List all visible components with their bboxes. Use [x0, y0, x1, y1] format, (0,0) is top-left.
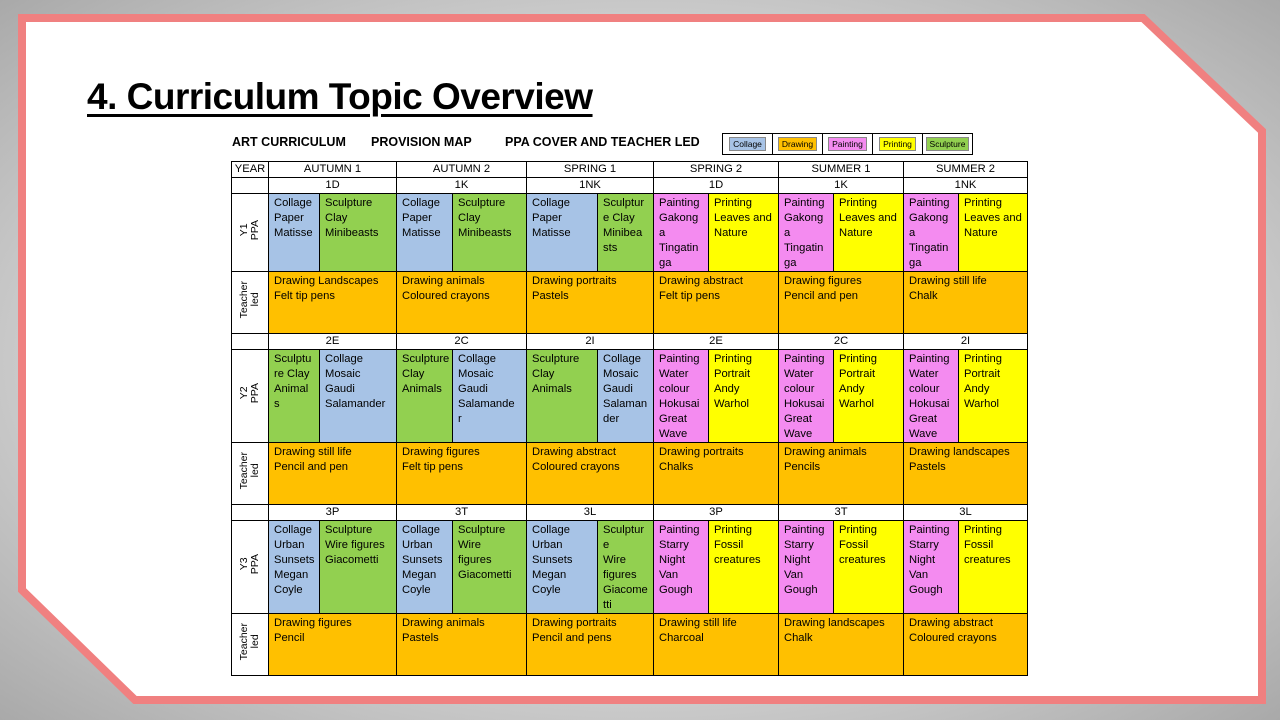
- topic-cell: Sculpture Wire figures Giacometti: [320, 521, 397, 614]
- row-label-y3-teacher: [232, 614, 269, 676]
- teacher-led-row: [232, 614, 1028, 676]
- topic-cell: Painting Starry Night Van Gough: [904, 521, 959, 614]
- row-label-text: Teacher led: [238, 452, 261, 490]
- blank-cell: [232, 505, 269, 521]
- drawing-cell: Drawing portraits Pencil and pens: [527, 614, 654, 676]
- topic-cell: Printing Fossil creatures: [709, 521, 779, 614]
- legend-painting: Painting: [828, 137, 867, 151]
- term-summer-1: SUMMER 1: [779, 162, 904, 178]
- topic-cell: Sculpture Clay Animals: [527, 350, 598, 443]
- topic-cell: Sculptu re Clay Animal s: [269, 350, 320, 443]
- topic-cell: Painting Water colour Hokusai Great Wave: [904, 350, 959, 443]
- slide-title: 4. Curriculum Topic Overview: [87, 76, 593, 117]
- header-art-curriculum: ART CURRICULUM: [232, 135, 346, 149]
- class-label: 3P: [654, 505, 779, 521]
- header-provision-map: PROVISION MAP: [371, 135, 472, 149]
- row-label-text: Teacher led: [238, 623, 261, 661]
- class-label: 1D: [269, 178, 397, 194]
- class-label: 1D: [654, 178, 779, 194]
- term-autumn-2: AUTUMN 2: [397, 162, 527, 178]
- topic-cell: Painting Gakong a Tingatin ga: [779, 194, 834, 272]
- term-spring-1: SPRING 1: [527, 162, 654, 178]
- class-label: 1NK: [527, 178, 654, 194]
- row-label-y2-ppa: [232, 350, 269, 443]
- row-label-y1-teacher: [232, 272, 269, 334]
- term-spring-2: SPRING 2: [654, 162, 779, 178]
- term-summer-2: SUMMER 2: [904, 162, 1028, 178]
- row-label-y2-teacher: [232, 443, 269, 505]
- blank-cell: [232, 334, 269, 350]
- drawing-cell: Drawing abstract Coloured crayons: [904, 614, 1028, 676]
- topic-cell: Sculpture Clay Minibeasts: [320, 194, 397, 272]
- legend-cell-collage: [723, 134, 773, 154]
- class-label: 2I: [527, 334, 654, 350]
- topic-cell: Collage Paper Matisse: [527, 194, 598, 272]
- teacher-led-row: [232, 272, 1028, 334]
- drawing-cell: Drawing animals Pencils: [779, 443, 904, 505]
- topic-cell: Sculptur e Wire figures Giacome tti: [598, 521, 654, 614]
- drawing-cell: Drawing still life Pencil and pen: [269, 443, 397, 505]
- drawing-cell: Drawing still life Charcoal: [654, 614, 779, 676]
- legend-drawing: Drawing: [778, 137, 817, 151]
- topic-cell: Painting Gakong a Tingatin ga: [904, 194, 959, 272]
- topic-cell: Printing Leaves and Nature: [959, 194, 1028, 272]
- topic-cell: Printing Leaves and Nature: [834, 194, 904, 272]
- class-row: [232, 334, 1028, 350]
- term-header-row: [232, 162, 1028, 178]
- header-ppa-cover: PPA COVER AND TEACHER LED: [505, 135, 700, 149]
- topic-cell: Sculptur e Clay Minibea sts: [598, 194, 654, 272]
- topic-cell: Printing Portrait Andy Warhol: [709, 350, 779, 443]
- drawing-cell: Drawing figures Felt tip pens: [397, 443, 527, 505]
- class-label: 2C: [397, 334, 527, 350]
- topic-cell: Collage Paper Matisse: [397, 194, 453, 272]
- row-label-y3-ppa: [232, 521, 269, 614]
- legend-cell-sculpture: [923, 134, 972, 154]
- drawing-cell: Drawing landscapes Pastels: [904, 443, 1028, 505]
- drawing-cell: Drawing portraits Pastels: [527, 272, 654, 334]
- topic-cell: Painting Starry Night Van Gough: [779, 521, 834, 614]
- drawing-cell: Drawing landscapes Chalk: [779, 614, 904, 676]
- legend-sculpture: Sculpture: [926, 137, 970, 151]
- topic-cell: Painting Water colour Hokusai Great Wave: [779, 350, 834, 443]
- teacher-led-row: [232, 443, 1028, 505]
- row-label-text: Teacher led: [238, 281, 261, 319]
- class-label: 2E: [654, 334, 779, 350]
- legend-cell-printing: [873, 134, 923, 154]
- topic-cell: Printing Portrait Andy Warhol: [834, 350, 904, 443]
- class-label: 3T: [397, 505, 527, 521]
- class-label: 2E: [269, 334, 397, 350]
- class-label: 1NK: [904, 178, 1028, 194]
- drawing-cell: Drawing still life Chalk: [904, 272, 1028, 334]
- drawing-cell: Drawing Landscapes Felt tip pens: [269, 272, 397, 334]
- row-label-text: Y3 PPA: [238, 554, 261, 575]
- topic-cell: Sculpture Clay Minibeasts: [453, 194, 527, 272]
- row-label-text: Y1 PPA: [238, 219, 261, 241]
- topic-cell: Collage Urban Sunsets Megan Coyle: [269, 521, 320, 614]
- topic-cell: Painting Starry Night Van Gough: [654, 521, 709, 614]
- topic-cell: Sculpture Clay Animals: [397, 350, 453, 443]
- blank-cell: [232, 178, 269, 194]
- class-label: 3P: [269, 505, 397, 521]
- class-label: 3L: [527, 505, 654, 521]
- ppa-row: [232, 350, 1028, 443]
- topic-cell: Printing Fossil creatures: [959, 521, 1028, 614]
- legend-collage: Collage: [729, 137, 766, 151]
- class-label: 1K: [397, 178, 527, 194]
- row-label-y1-ppa: [232, 194, 269, 272]
- topic-cell: Collage Mosaic Gaudi Salamander: [320, 350, 397, 443]
- class-label: 2I: [904, 334, 1028, 350]
- topic-cell: Painting Gakong a Tingatin ga: [654, 194, 709, 272]
- class-label: 1K: [779, 178, 904, 194]
- legend-cell-drawing: [773, 134, 823, 154]
- row-label-text: Y2 PPA: [238, 383, 261, 404]
- color-legend: [722, 133, 973, 155]
- drawing-cell: Drawing figures Pencil: [269, 614, 397, 676]
- topic-cell: Sculpture Wire figures Giacometti: [453, 521, 527, 614]
- topic-cell: Printing Leaves and Nature: [709, 194, 779, 272]
- year-header: YEAR: [232, 162, 269, 178]
- topic-cell: Collage Paper Matisse: [269, 194, 320, 272]
- drawing-cell: Drawing animals Coloured crayons: [397, 272, 527, 334]
- topic-cell: Printing Fossil creatures: [834, 521, 904, 614]
- class-row: [232, 505, 1028, 521]
- topic-cell: Collage Urban Sunsets Megan Coyle: [397, 521, 453, 614]
- drawing-cell: Drawing portraits Chalks: [654, 443, 779, 505]
- class-label: 3T: [779, 505, 904, 521]
- drawing-cell: Drawing abstract Coloured crayons: [527, 443, 654, 505]
- class-label: 2C: [779, 334, 904, 350]
- topic-cell: Printing Portrait Andy Warhol: [959, 350, 1028, 443]
- curriculum-table: [231, 161, 1028, 676]
- ppa-row: [232, 194, 1028, 272]
- topic-cell: Collage Urban Sunsets Megan Coyle: [527, 521, 598, 614]
- ppa-row: [232, 521, 1028, 614]
- class-row: [232, 178, 1028, 194]
- drawing-cell: Drawing animals Pastels: [397, 614, 527, 676]
- legend-cell-painting: [823, 134, 873, 154]
- drawing-cell: Drawing figures Pencil and pen: [779, 272, 904, 334]
- topic-cell: Collage Mosaic Gaudi Salamande r: [453, 350, 527, 443]
- class-label: 3L: [904, 505, 1028, 521]
- legend-printing: Printing: [879, 137, 916, 151]
- topic-cell: Collage Mosaic Gaudi Salaman der: [598, 350, 654, 443]
- topic-cell: Painting Water colour Hokusai Great Wave: [654, 350, 709, 443]
- term-autumn-1: AUTUMN 1: [269, 162, 397, 178]
- drawing-cell: Drawing abstract Felt tip pens: [654, 272, 779, 334]
